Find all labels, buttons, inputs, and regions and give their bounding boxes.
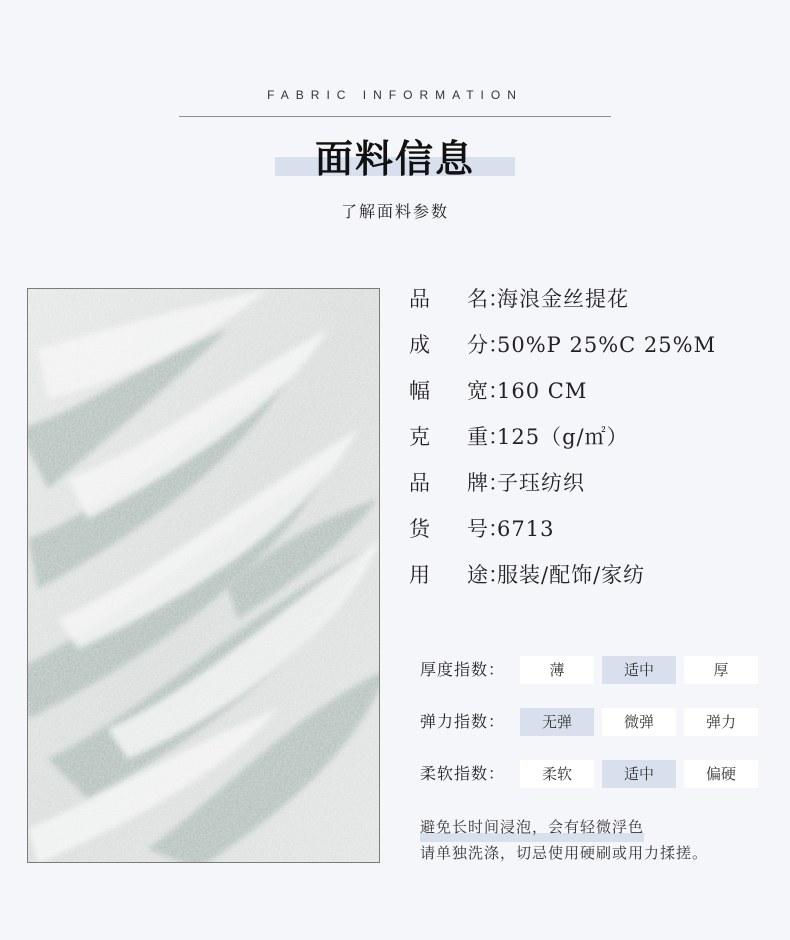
thickness-option-thick: 厚: [684, 656, 758, 684]
spec-row-brand: 品 牌： 子珏纺织: [409, 466, 779, 512]
index-label-softness: 柔软指数：: [420, 764, 506, 783]
spec-row-composition: 成 分： 50%P 25%C 25%M: [409, 328, 779, 374]
softness-option-soft: 柔软: [520, 760, 594, 788]
softness-option-medium: 适中: [602, 760, 676, 788]
index-row-softness: [420, 760, 766, 812]
page-title: 面料信息: [314, 137, 475, 181]
thickness-option-thin: 薄: [520, 656, 594, 684]
spec-list: [409, 282, 779, 604]
care-note: [420, 814, 708, 866]
care-note-line1: 避免长时间浸泡，会有轻微浮色: [420, 814, 644, 840]
thickness-option-medium: 适中: [602, 656, 676, 684]
spec-value-brand: 子珏纺织: [497, 471, 585, 495]
fabric-texture-graphic: [28, 289, 380, 863]
spec-value-usage: 服装/配饰/家纺: [497, 563, 646, 587]
index-row-thickness: [420, 656, 766, 708]
spec-value-width: 160 CM: [497, 379, 588, 403]
fabric-swatch-image: [27, 288, 380, 863]
spec-row-item-number: 货 号： 6713: [409, 512, 779, 558]
spec-value-item-number: 6713: [497, 517, 555, 541]
header-divider: [179, 116, 611, 117]
spec-row-name: 品 名： 海浪金丝提花: [409, 282, 779, 328]
header-en-title: FABRIC INFORMATION: [267, 88, 523, 102]
spec-value-name: 海浪金丝提花: [497, 287, 629, 311]
elasticity-option-slight: 微弹: [602, 708, 676, 736]
spec-row-width: 幅 宽： 160 CM: [409, 374, 779, 420]
index-label-elasticity: 弹力指数：: [420, 712, 506, 731]
spec-value-composition: 50%P 25%C 25%M: [497, 333, 717, 357]
index-row-elasticity: [420, 708, 766, 760]
index-label-thickness: 厚度指数：: [420, 660, 506, 679]
spec-row-weight: 克 重： 125（g/㎡）: [409, 420, 779, 466]
page-subtitle: 了解面料参数: [340, 202, 449, 221]
care-note-line2: 请单独洗涤，切忌使用硬刷或用力揉搓。: [420, 844, 709, 862]
softness-option-stiff: 偏硬: [684, 760, 758, 788]
spec-value-weight: 125（g/㎡）: [497, 425, 629, 449]
elasticity-option-stretch: 弹力: [684, 708, 758, 736]
index-panel: [420, 656, 766, 812]
elasticity-option-none: 无弹: [520, 708, 594, 736]
spec-row-usage: 用 途： 服装/配饰/家纺: [409, 558, 779, 604]
